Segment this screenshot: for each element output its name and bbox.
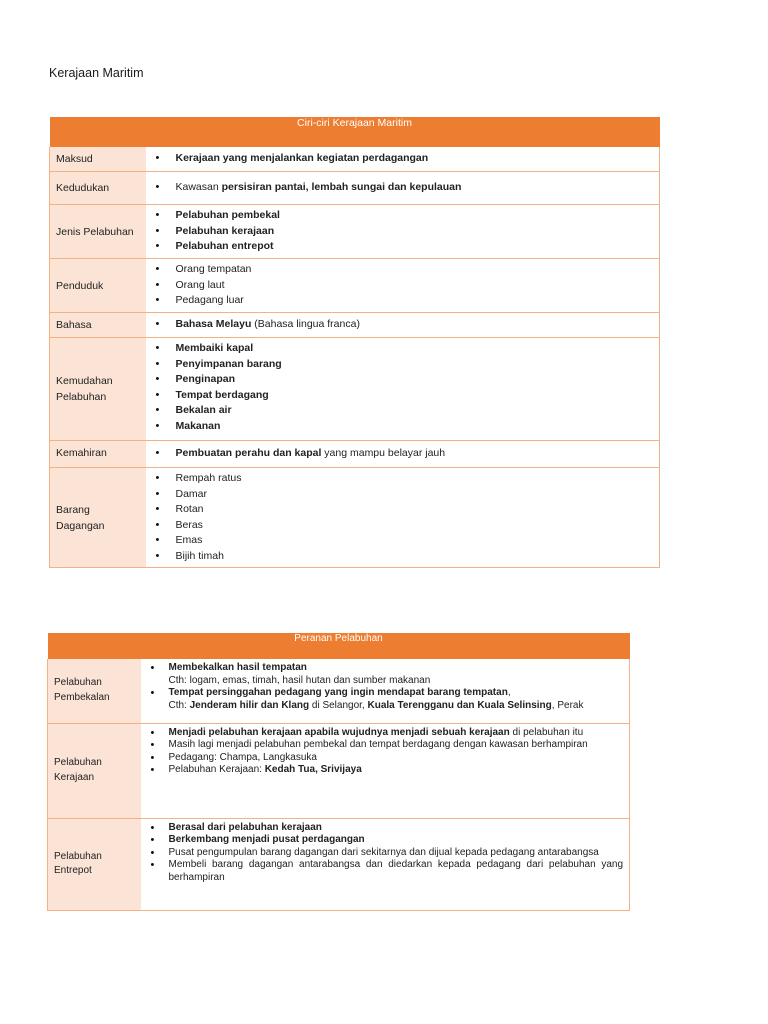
- text: Beras: [175, 518, 203, 531]
- text: Membeli barang dagangan antarabangsa dan diedarkan kepada pedagang dari pelabuhan yang berhampiran: [168, 859, 624, 883]
- list-item: [150, 372, 654, 388]
- list-item: [145, 822, 624, 835]
- table-row: [48, 723, 630, 818]
- bold-text: Kedah Tua, Srivijaya: [264, 764, 362, 776]
- bold-text: Makanan: [175, 419, 221, 432]
- row-content: [146, 205, 660, 259]
- row-content: [141, 723, 630, 818]
- bold-text: Tempat berdagang: [175, 388, 269, 401]
- row-label: Bahasa: [50, 313, 146, 338]
- list-item: [150, 549, 654, 565]
- text: Rotan: [175, 503, 204, 515]
- ciri-ciri-table: [49, 117, 660, 568]
- table-row: [50, 259, 660, 313]
- page-title: Kerajaan Maritim: [49, 66, 144, 80]
- list-item: [145, 859, 624, 884]
- bold-text: Pembuatan perahu dan kapal: [175, 447, 322, 460]
- bold-text: Bekalan air: [175, 404, 232, 416]
- bold-text: Kuala Terengganu dan Kuala Selinsing: [367, 699, 552, 711]
- table-row: [50, 313, 660, 338]
- list-item: [150, 208, 654, 224]
- bullet-list: [145, 727, 624, 777]
- bullet-list: [150, 471, 654, 564]
- table-row: [50, 338, 660, 441]
- text: Orang laut: [175, 278, 225, 291]
- bold-text: Kerajaan yang menjalankan kegiatan perdagangan: [175, 152, 429, 165]
- bold-text: Berasal dari pelabuhan kerajaan: [168, 821, 322, 833]
- list-item: [150, 341, 654, 357]
- list-item: [150, 239, 654, 255]
- list-item: [150, 388, 654, 404]
- bullet-list: [150, 180, 654, 196]
- table-row: [50, 147, 660, 172]
- bold-text: Menjadi pelabuhan kerajaan apabila wujudnya menjadi sebuah kerajaan: [168, 726, 510, 738]
- row-content: [146, 468, 660, 568]
- bold-text: Jenderam hilir dan Klang: [189, 699, 310, 711]
- text: Pedagang: Champa, Langkasuka: [168, 751, 317, 763]
- table-header: Peranan Pelabuhan: [48, 633, 630, 659]
- list-item: [145, 739, 624, 752]
- list-item: [150, 533, 654, 549]
- row-content: [146, 147, 660, 172]
- row-label: Kemahiran: [50, 441, 146, 468]
- row-content: [141, 818, 630, 910]
- list-item: [150, 419, 654, 435]
- row-content: [146, 313, 660, 338]
- bold-text: Membekalkan hasil tempatan: [168, 662, 307, 673]
- row-content: [146, 441, 660, 468]
- peranan-pelabuhan-table: [47, 633, 630, 911]
- text: , Perak: [551, 699, 584, 711]
- list-item: [150, 471, 654, 487]
- text: Pelabuhan Kerajaan:: [168, 764, 265, 776]
- bold-text: Tempat persinggahan pedagang yang ingin mendapat barang tempatan: [168, 687, 508, 699]
- row-label: Pelabuhan Kerajaan: [48, 723, 141, 818]
- bold-text: Berkembang menjadi pusat perdagangan: [168, 834, 365, 846]
- table-row: [50, 468, 660, 568]
- bullet-list: [145, 662, 624, 712]
- bullet-list: [150, 341, 654, 434]
- list-item: [150, 446, 654, 462]
- text: Pusat pengumpulan barang dagangan dari sekitarnya dan dijual kepada pedagang antarabangsa: [168, 846, 599, 858]
- text: di Selangor,: [309, 699, 368, 711]
- bullet-list: [150, 208, 654, 255]
- list-item: [145, 752, 624, 765]
- row-label: Barang Dagangan: [50, 468, 146, 568]
- text: Cth:: [168, 699, 190, 711]
- text: Orang tempatan: [175, 263, 252, 275]
- list-item: [150, 293, 654, 309]
- text: Bijih timah: [175, 549, 224, 562]
- text: Masih lagi menjadi pelabuhan pembekal dan tempat berdagang dengan kawasan berhampiran: [168, 739, 588, 751]
- table-header: Ciri-ciri Kerajaan Maritim: [50, 117, 660, 147]
- bullet-list: [150, 262, 654, 309]
- text: Cth: logam, emas, timah, hasil hutan dan sumber makanan: [168, 674, 431, 686]
- bold-text: persisiran pantai, lembah sungai dan kepulauan: [221, 181, 462, 194]
- text: ,: [507, 687, 511, 699]
- list-item: [150, 278, 654, 294]
- list-item: [150, 403, 654, 419]
- bold-text: Pelabuhan pembekal: [175, 209, 280, 221]
- list-item: [145, 847, 624, 860]
- bullet-list: [145, 822, 624, 885]
- row-label: Kemudahan Pelabuhan: [50, 338, 146, 441]
- list-item: [150, 317, 654, 333]
- text: di pelabuhan itu: [509, 726, 584, 738]
- row-label: Pelabuhan Entrepot: [48, 818, 141, 910]
- row-label: Kedudukan: [50, 172, 146, 205]
- row-label: Jenis Pelabuhan: [50, 205, 146, 259]
- list-item: [150, 151, 654, 167]
- text: Damar: [175, 487, 208, 500]
- table-row: [50, 172, 660, 205]
- list-item: [150, 502, 654, 518]
- list-item: [150, 357, 654, 373]
- list-item: [145, 687, 624, 712]
- bold-text: Membaiki kapal: [175, 342, 254, 354]
- bold-text: Penginapan: [175, 373, 236, 385]
- table-row: [48, 659, 630, 723]
- table-row: [50, 205, 660, 259]
- text: (Bahasa lingua franca): [251, 318, 360, 331]
- row-content: [146, 338, 660, 441]
- bold-text: Pelabuhan entrepot: [175, 240, 274, 252]
- row-content: [146, 259, 660, 313]
- bullet-list: [150, 446, 654, 462]
- text: Emas: [175, 534, 203, 546]
- list-item: [145, 662, 624, 687]
- bold-text: Penyimpanan barang: [175, 357, 282, 370]
- list-item: [150, 487, 654, 503]
- text: yang mampu belayar jauh: [321, 447, 446, 460]
- list-item: [145, 834, 624, 847]
- text: Rempah ratus: [175, 472, 242, 484]
- row-label: Maksud: [50, 147, 146, 172]
- list-item: [150, 518, 654, 534]
- text: Kawasan: [175, 181, 222, 194]
- bullet-list: [150, 317, 654, 333]
- bullet-list: [150, 151, 654, 167]
- list-item: [145, 764, 624, 777]
- list-item: [150, 180, 654, 196]
- table-row: [50, 441, 660, 468]
- text: Pedagang luar: [175, 294, 244, 306]
- row-content: [141, 659, 630, 723]
- bold-text: Bahasa Melayu: [175, 318, 252, 331]
- row-content: [146, 172, 660, 205]
- list-item: [150, 224, 654, 240]
- row-label: Penduduk: [50, 259, 146, 313]
- table-row: [48, 818, 630, 910]
- bold-text: Pelabuhan kerajaan: [175, 224, 275, 237]
- list-item: [145, 727, 624, 740]
- row-label: Pelabuhan Pembekalan: [48, 659, 141, 723]
- list-item: [150, 262, 654, 278]
